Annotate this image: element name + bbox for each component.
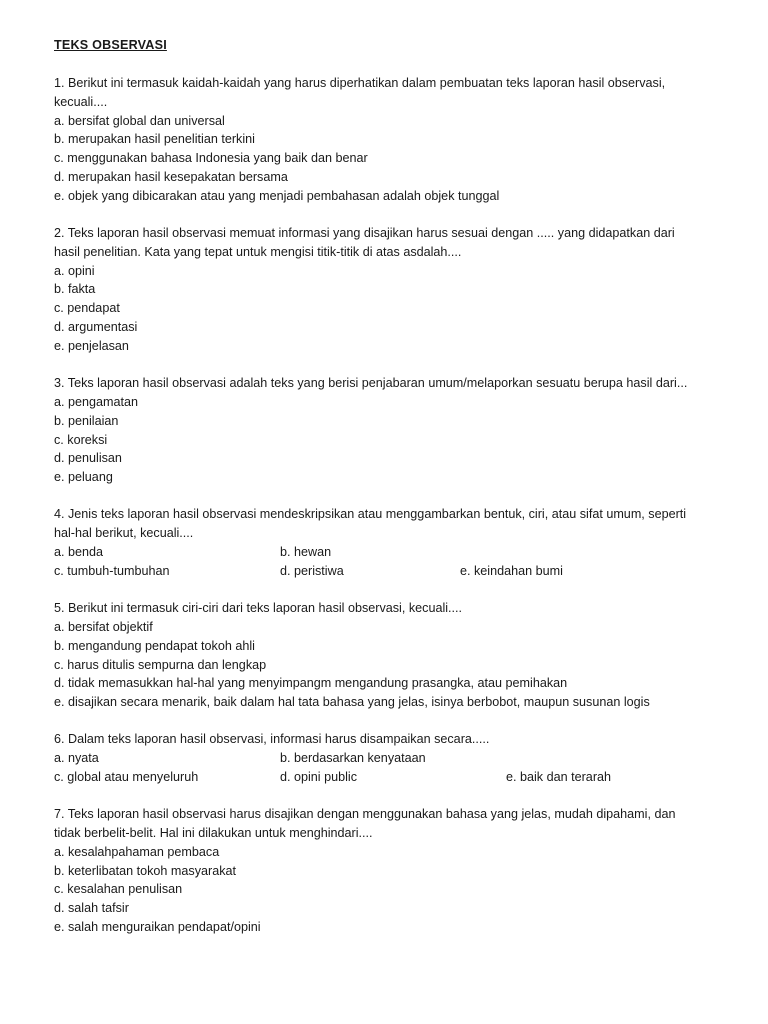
question-text: 2. Teks laporan hasil observasi memuat informasi yang disajikan harus sesuai dengan ..... yang didapatkan dari: [54, 226, 675, 241]
question-text: 1. Berikut ini termasuk kaidah-kaidah yang harus diperhatikan dalam pembuatan teks laporan hasil observasi,: [54, 76, 666, 90]
option-e: e. objek yang dibicarakan atau yang menjadi pembahasan adalah objek tunggal: [54, 188, 500, 203]
option-b: b. penilaian: [54, 413, 119, 428]
option-c: c. tumbuh-tumbuhan: [54, 563, 170, 578]
option-a: a. bersifat objektif: [54, 619, 153, 634]
question-text: tidak berbelit-belit. Hal ini dilakukan untuk menghindari....: [54, 826, 373, 841]
option-d: d. penulisan: [54, 451, 122, 466]
option-e: e. penjelasan: [54, 338, 129, 353]
question-text: hasil penelitian. Kata yang tepat untuk mengisi titik-titik di atas asdalah....: [54, 244, 462, 259]
option-c: c. pendapat: [54, 301, 120, 316]
option-e: e. peluang: [54, 470, 113, 485]
option-d: d. salah tafsir: [54, 901, 129, 916]
option-c: c. menggunakan bahasa Indonesia yang baik dan benar: [54, 151, 368, 166]
option-c: c. harus ditulis sempurna dan lengkap: [54, 657, 267, 672]
option-d: d. argumentasi: [54, 320, 138, 335]
question-text: 6. Dalam teks laporan hasil observasi, informasi harus disampaikan secara.....: [54, 732, 490, 747]
option-e: e. salah menguraikan pendapat/opini: [54, 920, 261, 935]
question-4: [54, 505, 754, 580]
options-row: [54, 768, 754, 787]
option-a: a. benda: [54, 545, 104, 560]
option-c: c. kesalahan penulisan: [54, 882, 183, 897]
option-b: b. hewan: [280, 545, 332, 560]
option-a: a. nyata: [54, 751, 99, 766]
option-e: e. baik dan terarah: [506, 770, 612, 784]
option-c: c. global atau menyeluruh: [54, 770, 199, 784]
option-e: e. keindahan bumi: [460, 563, 563, 578]
question-text: 5. Berikut ini termasuk ciri-ciri dari teks laporan hasil observasi, kecuali....: [54, 601, 463, 616]
question-2: [54, 224, 754, 356]
question-5: [54, 599, 754, 712]
question-text: kecuali....: [54, 94, 108, 109]
question-6: [54, 730, 754, 786]
question-1: [54, 74, 754, 206]
question-text: 7. Teks laporan hasil observasi harus disajikan dengan menggunakan bahasa yang jelas, mudah dipahami, dan: [54, 807, 676, 822]
question-text: 4. Jenis teks laporan hasil observasi mendeskripsikan atau menggambarkan bentuk, ciri, atau sifat umum, seperti: [54, 507, 687, 522]
option-b: b. mengandung pendapat tokoh ahli: [54, 638, 255, 653]
option-e: e. disajikan secara menarik, baik dalam hal tata bahasa yang jelas, isinya berbobot, maupun susunan logis: [54, 695, 650, 710]
option-a: a. bersifat global dan universal: [54, 113, 225, 128]
option-b: b. fakta: [54, 282, 96, 297]
option-d: d. merupakan hasil kesepakatan bersama: [54, 169, 288, 184]
document-title: TEKS OBSERVASI: [54, 38, 167, 52]
document-page: [54, 36, 754, 955]
options-row: [54, 749, 754, 768]
question-3: [54, 374, 754, 487]
question-text: hal-hal berikut, kecuali....: [54, 526, 194, 541]
option-b: b. berdasarkan kenyataan: [280, 751, 426, 766]
option-a: a. pengamatan: [54, 394, 139, 409]
question-7: [54, 805, 754, 937]
option-d: d. peristiwa: [280, 563, 344, 578]
option-b: b. merupakan hasil penelitian terkini: [54, 132, 255, 147]
options-row: [54, 543, 754, 562]
options-row: [54, 562, 754, 581]
option-a: a. kesalahpahaman pembaca: [54, 844, 220, 859]
option-b: b. keterlibatan tokoh masyarakat: [54, 863, 237, 878]
option-d: d. opini public: [280, 770, 358, 784]
option-a: a. opini: [54, 263, 95, 278]
option-c: c. koreksi: [54, 432, 108, 447]
option-d: d. tidak memasukkan hal-hal yang menyimpangm mengandung prasangka, atau pemihakan: [54, 676, 568, 691]
question-text: 3. Teks laporan hasil observasi adalah teks yang berisi penjabaran umum/melaporkan sesuatu berupa hasil dari...: [54, 376, 688, 391]
